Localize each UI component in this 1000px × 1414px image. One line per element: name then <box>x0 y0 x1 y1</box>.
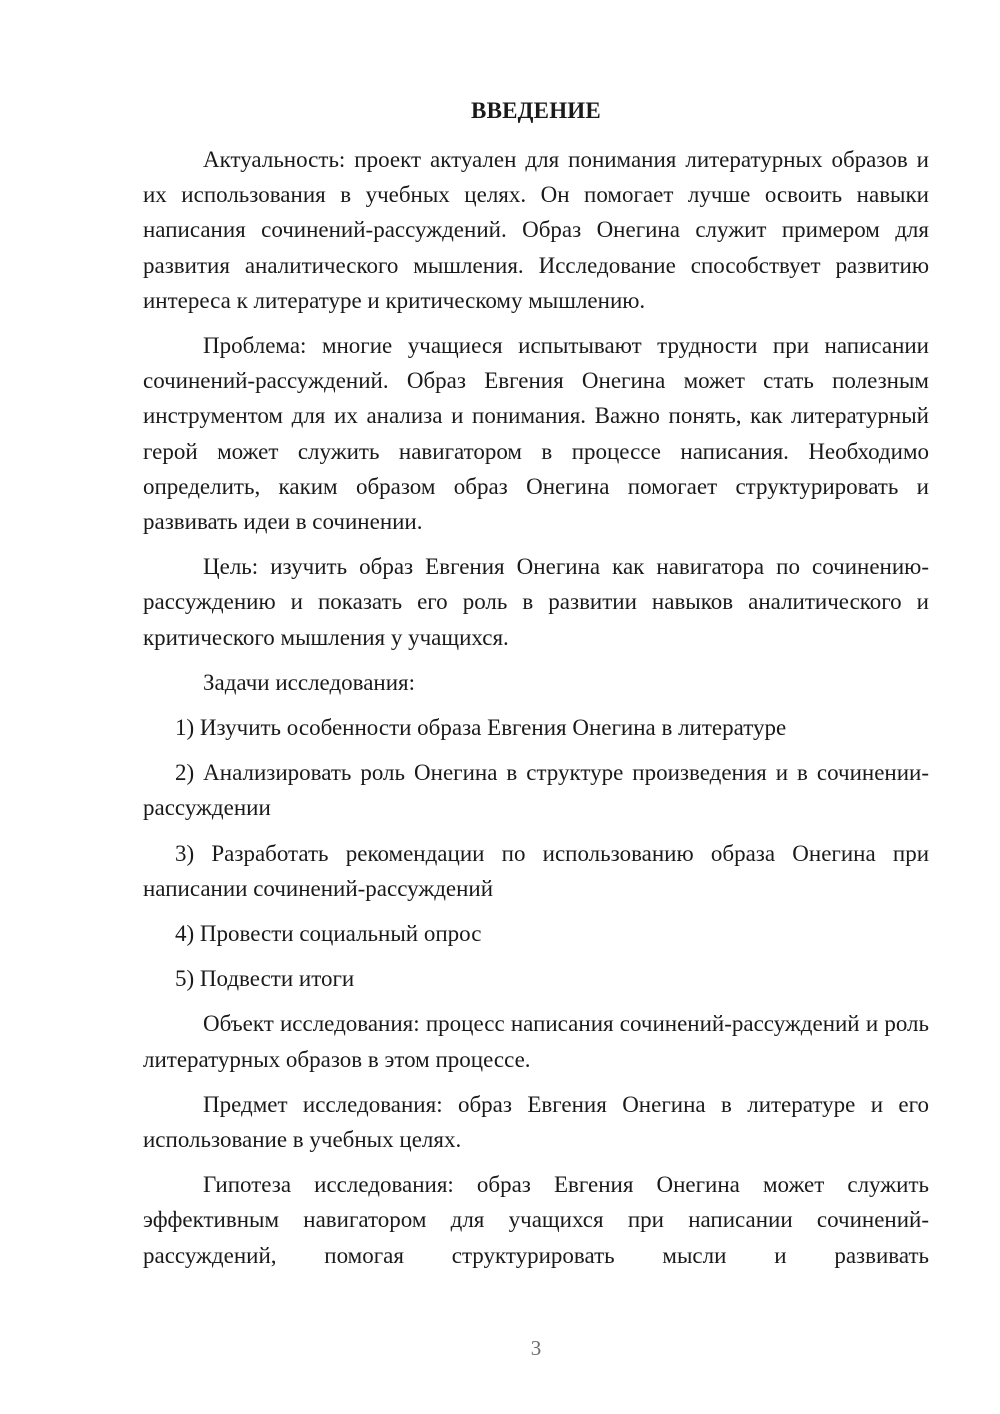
subject-paragraph: Предмет исследования: образ Евгения Онегина в литературе и его использование в учебных целях. <box>143 1091 929 1153</box>
relevance-paragraph: Актуальность: проект актуален для понимания литературных образов и их использования в учебных целях. Он помогает лучше освоить навыки написания сочинений-рассуждений. Образ Онегина служит примером для развития аналитического мышления. Исследование способствует развитию интереса к литературе и критическому мышлению. <box>143 147 929 313</box>
object-paragraph: Объект исследования: процесс написания сочинений-рассуждений и роль литературных образов в этом процессе. <box>143 1011 929 1072</box>
task-item-5: 5) Подвести итоги <box>175 966 355 992</box>
task-item-4: 4) Провести социальный опрос <box>175 921 482 947</box>
page-number: 3 <box>530 1336 542 1360</box>
task-item-1: 1) Изучить особенности образа Евгения Онегина в литературе <box>175 715 787 741</box>
tasks-title: Задачи исследования: <box>203 669 416 695</box>
goal-paragraph: Цель: изучить образ Евгения Онегина как навигатора по сочинению-рассуждению и показать его роль в развитии навыков аналитического и критического мышления у учащихся. <box>143 554 929 650</box>
problem-paragraph: Проблема: многие учащиеся испытывают трудности при написании сочинений-рассуждений. Образ Евгения Онегина может стать полезным инструментом для их анализа и понимания. Важно понять, как литературный герой может служить навигатором в процессе написания. Необходимо определить, каким образом образ Онегина помогает структурировать и развивать идеи в сочинении. <box>143 333 929 535</box>
task-item-3: 3) Разработать рекомендации по использованию образа Онегина при написании сочинений-рассуждений <box>143 840 929 901</box>
task-item-2: 2) Анализировать роль Онегина в структуре произведения и в сочинении-рассуждении <box>143 760 929 821</box>
document-body <box>143 142 929 1283</box>
hypothesis-paragraph: Гипотеза исследования: образ Евгения Онегина может служить эффективным навигатором для учащихся при написании сочинений-рассуждений, помогая структурировать мысли и развивать <box>143 1172 929 1268</box>
section-heading: ВВЕДЕНИЕ <box>471 98 601 123</box>
